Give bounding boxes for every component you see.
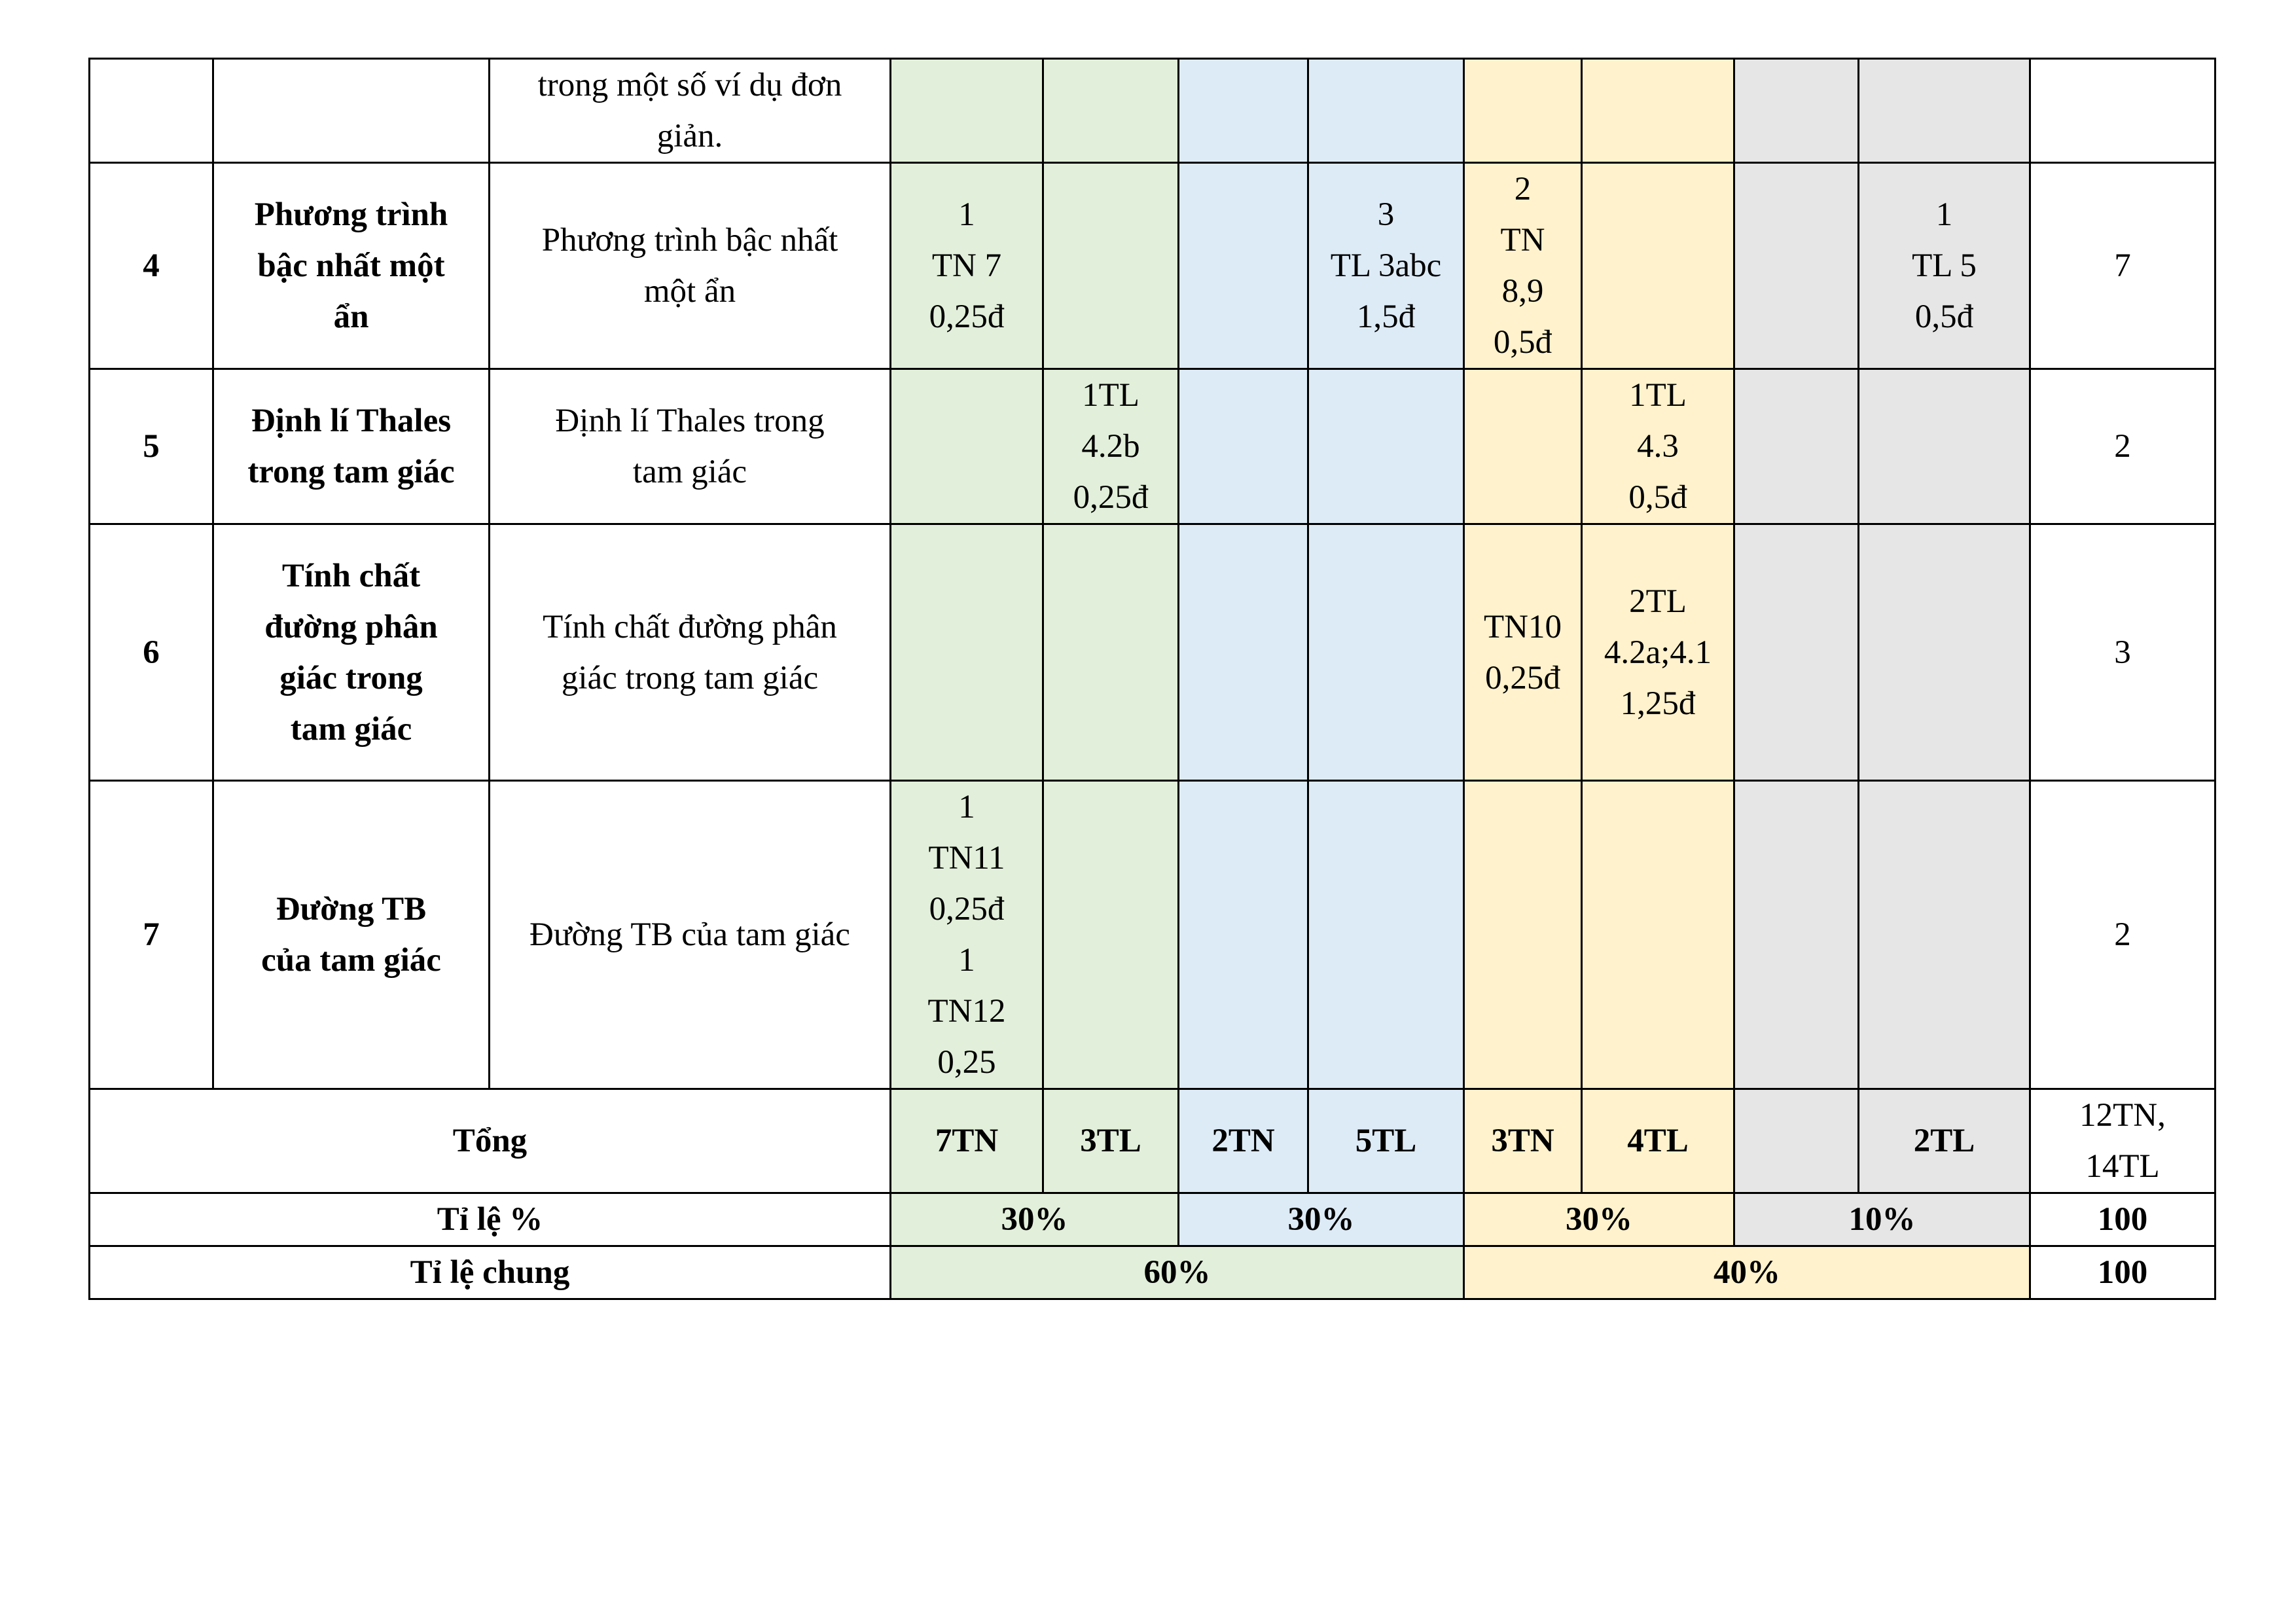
cell-text-line: giác trong tam giác	[561, 659, 819, 696]
cell-text-line: 8,9	[1501, 273, 1544, 310]
topic-cell	[213, 369, 490, 524]
cell-text-line: Đường TB của tam giác	[529, 916, 850, 953]
row-number	[90, 59, 213, 163]
level-cell	[1179, 369, 1308, 524]
overall-ratio-cell: 60%	[891, 1246, 1464, 1299]
cell-text-line: 0,25	[937, 1044, 996, 1081]
level-cell	[1308, 369, 1464, 524]
level-cell	[1179, 163, 1308, 369]
cell-text-line: 0,25đ	[929, 298, 1005, 335]
cell-text-line: một ẩn	[643, 273, 736, 310]
level-cell	[1043, 369, 1179, 524]
level-cell	[1308, 59, 1464, 163]
sum-row	[90, 1089, 2215, 1193]
cell-text-line: tam giác	[290, 710, 412, 748]
overall-ratio-label: Tỉ lệ chung	[90, 1246, 891, 1299]
level-cell	[1308, 163, 1464, 369]
table-row	[90, 369, 2215, 524]
cell-text-line: Phương trình bậc nhất	[541, 222, 838, 259]
level-cell	[891, 524, 1043, 781]
level-cell	[891, 781, 1043, 1089]
sum-cell: 2TN	[1179, 1089, 1308, 1193]
ratio-label: Tỉ lệ %	[90, 1193, 891, 1246]
level-cell	[1859, 163, 2030, 369]
level-cell	[1734, 163, 1859, 369]
level-cell	[1308, 524, 1464, 781]
assessment-matrix-table	[88, 58, 2216, 1300]
cell-text-line: TN 7	[931, 247, 1002, 284]
cell-text-line: 1	[958, 196, 975, 233]
content-cell	[490, 524, 891, 781]
level-cell	[1859, 781, 2030, 1089]
level-cell	[1734, 59, 1859, 163]
total-cell	[2030, 59, 2215, 163]
sum-cell: 4TL	[1582, 1089, 1734, 1193]
cell-text-line: 2TL	[1629, 583, 1687, 620]
cell-text-line: 12TN,	[2079, 1097, 2166, 1134]
level-cell	[1179, 524, 1308, 781]
level-cell	[1582, 163, 1734, 369]
level-cell	[1043, 524, 1179, 781]
cell-text-line: 0,5đ	[1914, 298, 1974, 335]
content-cell	[490, 369, 891, 524]
cell-text-line: 0,5đ	[1493, 324, 1552, 361]
cell-text-line: trong tam giác	[247, 454, 455, 490]
level-cell	[1308, 781, 1464, 1089]
cell-text-line: bậc nhất một	[257, 247, 445, 284]
level-cell	[1464, 369, 1582, 524]
cell-text-line: Tính chất đường phân	[543, 608, 837, 645]
total-cell: 2	[2030, 369, 2215, 524]
cell-text-line: tam giác	[632, 454, 747, 490]
ratio-cell: 30%	[1464, 1193, 1734, 1246]
cell-text-line: giác trong	[279, 659, 423, 696]
level-cell	[891, 163, 1043, 369]
content-cell	[490, 59, 891, 163]
level-cell	[1582, 369, 1734, 524]
sum-cell: 7TN	[891, 1089, 1043, 1193]
cell-text-line: Tính chất	[281, 557, 421, 594]
level-cell	[891, 59, 1043, 163]
cell-text-line: 4.3	[1637, 428, 1679, 465]
cell-text-line: TL 3abc	[1330, 247, 1442, 284]
level-cell	[1582, 59, 1734, 163]
sum-cell: 5TL	[1308, 1089, 1464, 1193]
level-cell	[1464, 163, 1582, 369]
cell-text-line: 0,5đ	[1628, 479, 1687, 516]
table-row	[90, 59, 2215, 163]
level-cell	[1859, 524, 2030, 781]
level-cell	[1582, 524, 1734, 781]
ratio-cell: 30%	[891, 1193, 1179, 1246]
ratio-row	[90, 1193, 2215, 1246]
topic-cell	[213, 781, 490, 1089]
level-cell	[1043, 163, 1179, 369]
cell-text-line: TN11	[928, 840, 1005, 876]
sum-cell: 3TL	[1043, 1089, 1179, 1193]
cell-text-line: Định lí Thales trong	[555, 403, 825, 439]
cell-text-line: 1,25đ	[1620, 685, 1696, 722]
sum-cell	[1734, 1089, 1859, 1193]
level-cell	[1734, 781, 1859, 1089]
cell-text-line: 0,25đ	[929, 891, 1005, 928]
overall-ratio-total-cell: 100	[2030, 1246, 2215, 1299]
cell-text-line: trong một số ví dụ đơn	[537, 67, 842, 103]
level-cell	[1734, 524, 1859, 781]
cell-text-line: Đường TB	[276, 891, 427, 928]
row-number: 4	[90, 163, 213, 369]
cell-text-line: TN12	[927, 993, 1006, 1030]
row-number: 5	[90, 369, 213, 524]
level-cell	[1464, 524, 1582, 781]
content-cell	[490, 163, 891, 369]
overall-ratio-cell: 40%	[1464, 1246, 2030, 1299]
cell-text-line: 1	[958, 789, 975, 825]
cell-text-line: đường phân	[264, 608, 438, 645]
table-row	[90, 163, 2215, 369]
cell-text-line: 1TL	[1082, 377, 1139, 414]
cell-text-line: 1TL	[1629, 377, 1687, 414]
cell-text-line: 2	[1514, 171, 1532, 208]
level-cell	[1179, 781, 1308, 1089]
level-cell	[1043, 781, 1179, 1089]
cell-text-line: 0,25đ	[1073, 479, 1149, 516]
level-cell	[1179, 59, 1308, 163]
cell-text-line: Phương trình	[254, 196, 448, 233]
row-number: 7	[90, 781, 213, 1089]
cell-text-line: TN10	[1484, 608, 1562, 645]
cell-text-line: 4.2b	[1081, 428, 1140, 465]
cell-text-line: 1	[1935, 196, 1953, 233]
level-cell	[891, 369, 1043, 524]
topic-cell	[213, 524, 490, 781]
overall-ratio-row	[90, 1246, 2215, 1299]
cell-text-line: giản.	[656, 118, 723, 154]
total-cell: 3	[2030, 524, 2215, 781]
sum-cell: 2TL	[1859, 1089, 2030, 1193]
sum-cell: 3TN	[1464, 1089, 1582, 1193]
cell-text-line: TL 5	[1912, 247, 1977, 284]
content-cell	[490, 781, 891, 1089]
table-row	[90, 524, 2215, 781]
topic-cell	[213, 59, 490, 163]
cell-text-line: ẩn	[333, 298, 369, 335]
level-cell	[1464, 59, 1582, 163]
row-number: 6	[90, 524, 213, 781]
level-cell	[1734, 369, 1859, 524]
cell-text-line: 14TL	[2085, 1148, 2160, 1185]
level-cell	[1859, 59, 2030, 163]
sum-total-cell	[2030, 1089, 2215, 1193]
total-cell: 7	[2030, 163, 2215, 369]
cell-text-line: Định lí Thales	[251, 403, 452, 439]
sum-label: Tổng	[90, 1089, 891, 1193]
table-row	[90, 781, 2215, 1089]
cell-text-line: 4.2a;4.1	[1604, 634, 1712, 671]
cell-text-line: TN	[1500, 222, 1545, 259]
level-cell	[1582, 781, 1734, 1089]
level-cell	[1464, 781, 1582, 1089]
cell-text-line: của tam giác	[261, 942, 441, 979]
cell-text-line: 0,25đ	[1485, 659, 1560, 696]
ratio-cell: 10%	[1734, 1193, 2030, 1246]
cell-text-line: 1	[958, 942, 975, 979]
total-cell: 2	[2030, 781, 2215, 1089]
cell-text-line: 3	[1377, 196, 1395, 233]
level-cell	[1859, 369, 2030, 524]
topic-cell	[213, 163, 490, 369]
level-cell	[1043, 59, 1179, 163]
ratio-cell: 30%	[1179, 1193, 1464, 1246]
cell-text-line: 1,5đ	[1356, 298, 1416, 335]
ratio-total-cell: 100	[2030, 1193, 2215, 1246]
